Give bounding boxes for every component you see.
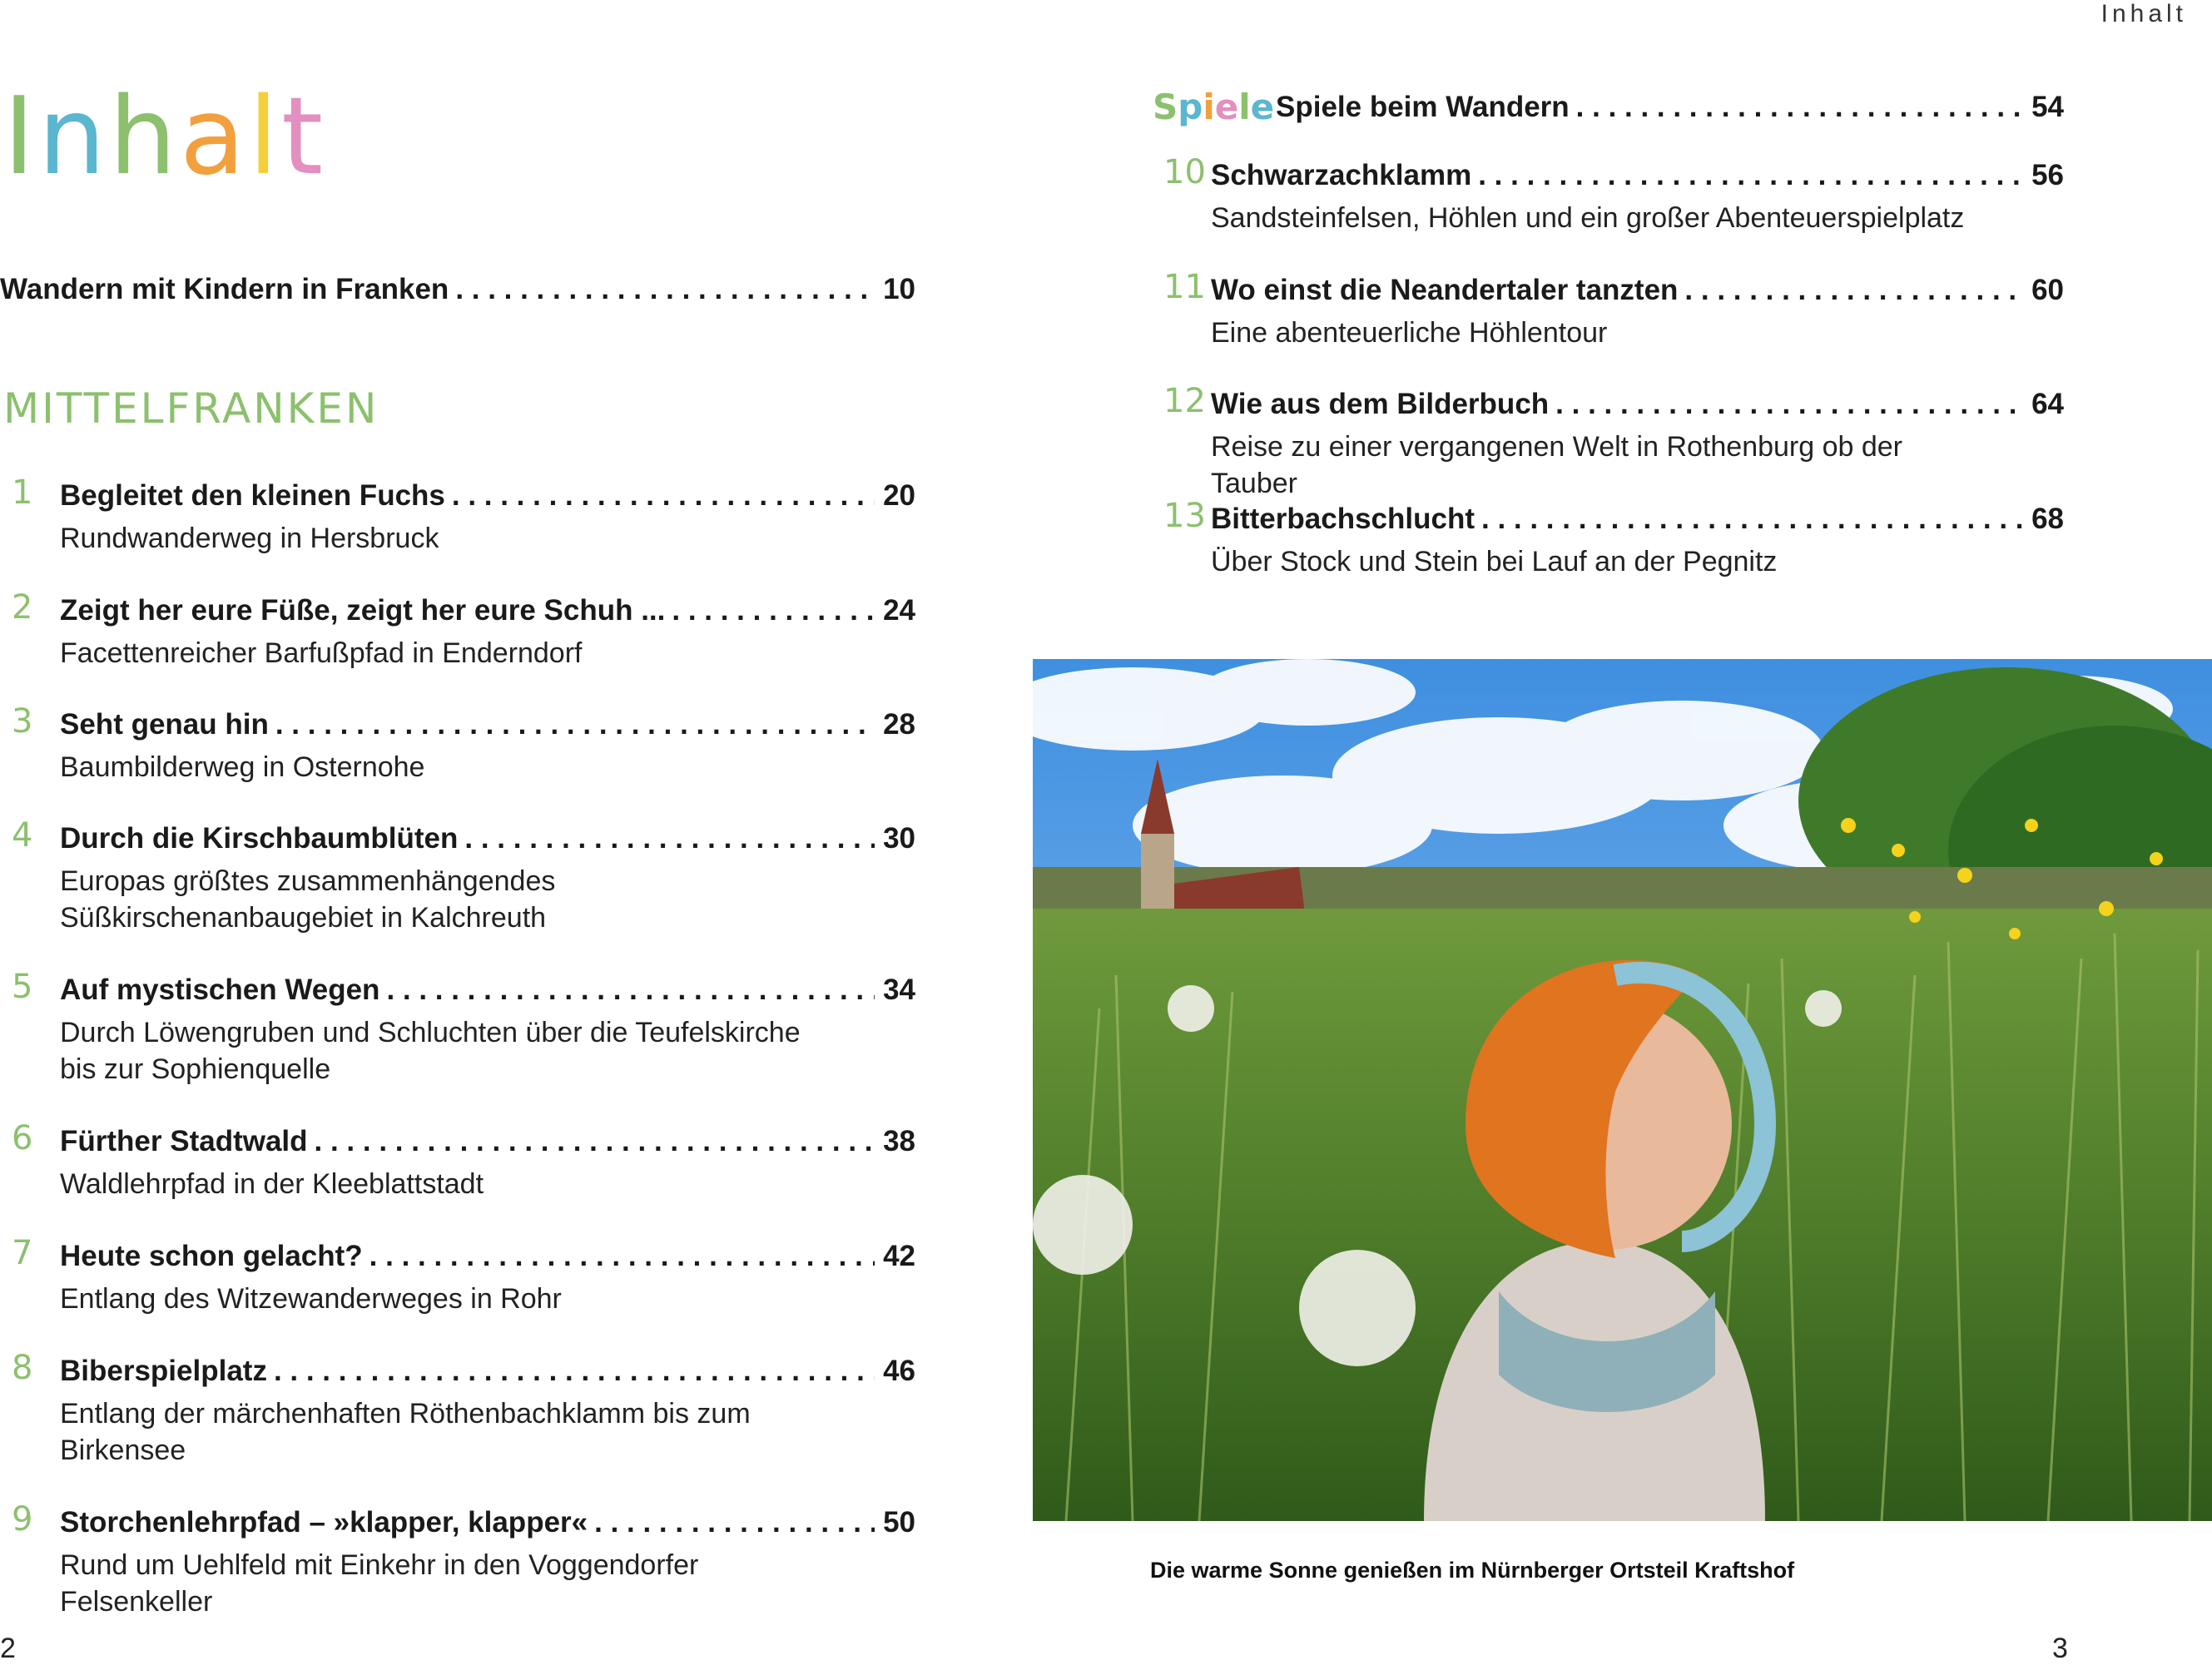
toc-entry-number: 1: [12, 473, 33, 512]
games-letter: l: [1238, 87, 1251, 127]
toc-entry-subtitle: Rund um Uehlfeld mit Einkehr in den Voggendorfer Felsenkeller: [60, 1549, 699, 1618]
page-number-left: 2: [0, 1633, 16, 1664]
running-header: Inhalt: [2100, 0, 2187, 27]
games-letter: e: [1214, 87, 1239, 127]
toc-page-number: 64: [2031, 388, 2064, 420]
toc-intro-entry[interactable]: [0, 272, 915, 307]
toc-page-number: 38: [883, 1125, 915, 1157]
toc-entry-title: Wie aus dem Bilderbuch: [1211, 388, 1550, 420]
dot-leader: [369, 1239, 875, 1274]
toc-page-number: 34: [883, 974, 915, 1006]
photo-caption: Die warme Sonne genießen im Nürnberger Ortsteil Kraftshof: [1150, 1558, 1795, 1583]
toc-entry[interactable]: [1163, 382, 2064, 502]
toc-entry-title: Wandern mit Kindern in Franken: [0, 273, 449, 305]
page-title: [3, 75, 326, 199]
toc-page-number: 28: [883, 708, 915, 741]
toc-entry-title: Zeigt her eure Füße, zeigt her eure Schuh ...: [60, 594, 666, 627]
meadow-photo-illustration: [1033, 659, 2212, 1521]
dot-leader: [315, 1124, 875, 1159]
toc-entry-title: Begleitet den kleinen Fuchs: [60, 479, 445, 512]
dot-leader: [274, 1354, 875, 1389]
games-letter: i: [1203, 87, 1215, 127]
toc-games-entry[interactable]: [1153, 87, 2064, 127]
toc-entry-title: Fürther Stadtwald: [60, 1125, 308, 1157]
toc-entry-line: [60, 1354, 915, 1389]
games-letter: e: [1250, 87, 1275, 127]
section-heading: MITTELFRANKEN: [3, 384, 379, 433]
toc-entry-subtitle: Über Stock und Stein bei Lauf an der Pegnitz: [1211, 546, 1778, 577]
toc-entry-number: 5: [12, 968, 33, 1006]
toc-entry-line: [60, 973, 915, 1008]
toc-page-number: 20: [883, 479, 915, 512]
photo-child-in-meadow: [1033, 659, 2212, 1521]
toc-entry-subtitle: Facettenreicher Barfußpfad in Enderndorf: [60, 637, 583, 669]
title-letter: I: [3, 75, 38, 199]
title-letter: t: [281, 75, 327, 199]
dot-leader: [1478, 158, 2023, 193]
toc-page-number: 54: [2031, 91, 2064, 123]
toc-entry-number: 13: [1163, 497, 1206, 535]
toc-entry[interactable]: [12, 588, 915, 671]
toc-entry[interactable]: [12, 1349, 915, 1469]
toc-page-number: 50: [883, 1506, 915, 1539]
title-letter: l: [248, 75, 281, 199]
toc-page-number: 42: [883, 1240, 915, 1272]
dot-leader: [275, 707, 875, 742]
toc-entry-number: 8: [12, 1349, 33, 1387]
toc-entry-title: Spiele beim Wandern: [1276, 91, 1570, 123]
toc-entry[interactable]: [1163, 153, 2064, 236]
toc-entry-title: Auf mystischen Wegen: [60, 974, 380, 1006]
toc-entry-title: Wo einst die Neandertaler tanzten: [1211, 274, 1679, 306]
toc-entry-title: Seht genau hin: [60, 708, 269, 741]
toc-entry-title: Heute schon gelacht?: [60, 1240, 363, 1272]
toc-entry-line: [60, 478, 915, 513]
dot-leader: [672, 593, 875, 628]
toc-entry-title: Bitterbachschlucht: [1211, 503, 1475, 535]
toc-page-number: 56: [2031, 159, 2064, 191]
toc-entry-subtitle: Entlang der märchenhaften Röthenbachklamm bis zum Birkensee: [60, 1398, 751, 1466]
toc-entry-title: Storchenlehrpfad – »klapper, klapper«: [60, 1506, 588, 1539]
toc-entry-subtitle: Sandsteinfelsen, Höhlen und ein großer Abenteuerspielplatz: [1211, 202, 1965, 234]
toc-page-number: 68: [2031, 503, 2064, 535]
toc-entry-number: 7: [12, 1234, 33, 1272]
toc-entry-line: [1211, 387, 2064, 422]
toc-entry-subtitle: Durch Löwengruben und Schluchten über die Teufelskirche bis zur Sophienquelle: [60, 1017, 801, 1085]
dot-leader: [455, 272, 875, 307]
toc-entry-line: [1211, 158, 2064, 193]
toc-entry-number: 11: [1163, 268, 1206, 306]
toc-entry-line: [60, 707, 915, 742]
toc-entry-line: [60, 1505, 915, 1540]
toc-entry[interactable]: [12, 1119, 915, 1202]
toc-entry-title: Schwarzachklamm: [1211, 159, 1472, 191]
toc-entry-subtitle: Waldlehrpfad in der Kleeblattstadt: [60, 1168, 484, 1200]
dot-leader: [1481, 502, 2023, 537]
title-letter: h: [108, 75, 180, 199]
toc-entry-subtitle: Reise zu einer vergangenen Welt in Rothenburg ob der Tauber: [1211, 431, 1903, 499]
toc-entry[interactable]: [1163, 268, 2064, 351]
toc-entry-line: [1211, 502, 2064, 537]
title-letter: a: [180, 75, 249, 199]
toc-entry[interactable]: [12, 816, 915, 936]
toc-entry-number: 9: [12, 1500, 33, 1539]
toc-entry-subtitle: Europas größtes zusammenhängendes Süßkirschenanbaugebiet in Kalchreuth: [60, 865, 556, 934]
games-letter: S: [1153, 87, 1178, 127]
dot-leader: [1684, 273, 2023, 308]
toc-entry[interactable]: [12, 702, 915, 785]
dot-leader: [452, 478, 875, 513]
games-letter: p: [1178, 87, 1203, 127]
toc-entry-subtitle: Rundwanderweg in Hersbruck: [60, 523, 439, 554]
toc-entry-line: [60, 1239, 915, 1274]
toc-entry-line: [60, 821, 915, 856]
toc-entry-title: Durch die Kirschbaumblüten: [60, 822, 459, 855]
page-number-right: 3: [2052, 1633, 2068, 1664]
toc-page-number: 46: [883, 1355, 915, 1387]
toc-entry[interactable]: [12, 968, 915, 1088]
toc-page-number: 24: [883, 594, 915, 627]
toc-page-number: 60: [2031, 274, 2064, 306]
toc-entry-number: 4: [12, 816, 33, 855]
title-letter: n: [37, 75, 109, 199]
toc-entry[interactable]: [12, 1234, 915, 1317]
toc-entry[interactable]: [12, 1500, 915, 1620]
toc-entry[interactable]: [1163, 497, 2064, 580]
toc-page-number: 10: [883, 273, 915, 305]
dot-leader: [386, 973, 875, 1008]
toc-entry-number: 2: [12, 588, 33, 627]
dot-leader: [1576, 90, 2023, 125]
toc-entry-subtitle: Eine abenteuerliche Höhlentour: [1211, 317, 1608, 349]
dot-leader: [594, 1505, 875, 1540]
dot-leader: [464, 821, 875, 856]
toc-entry-line: [60, 593, 915, 628]
toc-entry-number: 10: [1163, 153, 1206, 191]
dot-leader: [1555, 387, 2023, 422]
toc-entry-number: 3: [12, 702, 33, 741]
games-label: [1153, 87, 1274, 127]
toc-entry-subtitle: Entlang des Witzewanderweges in Rohr: [60, 1283, 562, 1315]
toc-entry-number: 12: [1163, 382, 1206, 420]
toc-entry-title: Biberspielplatz: [60, 1355, 267, 1387]
toc-entry-subtitle: Baumbilderweg in Osternohe: [60, 751, 425, 783]
toc-entry-number: 6: [12, 1119, 33, 1157]
toc-entry-line: [1211, 273, 2064, 308]
toc-entry-line: [60, 1124, 915, 1159]
toc-entry[interactable]: [12, 473, 915, 557]
toc-page-number: 30: [883, 822, 915, 855]
